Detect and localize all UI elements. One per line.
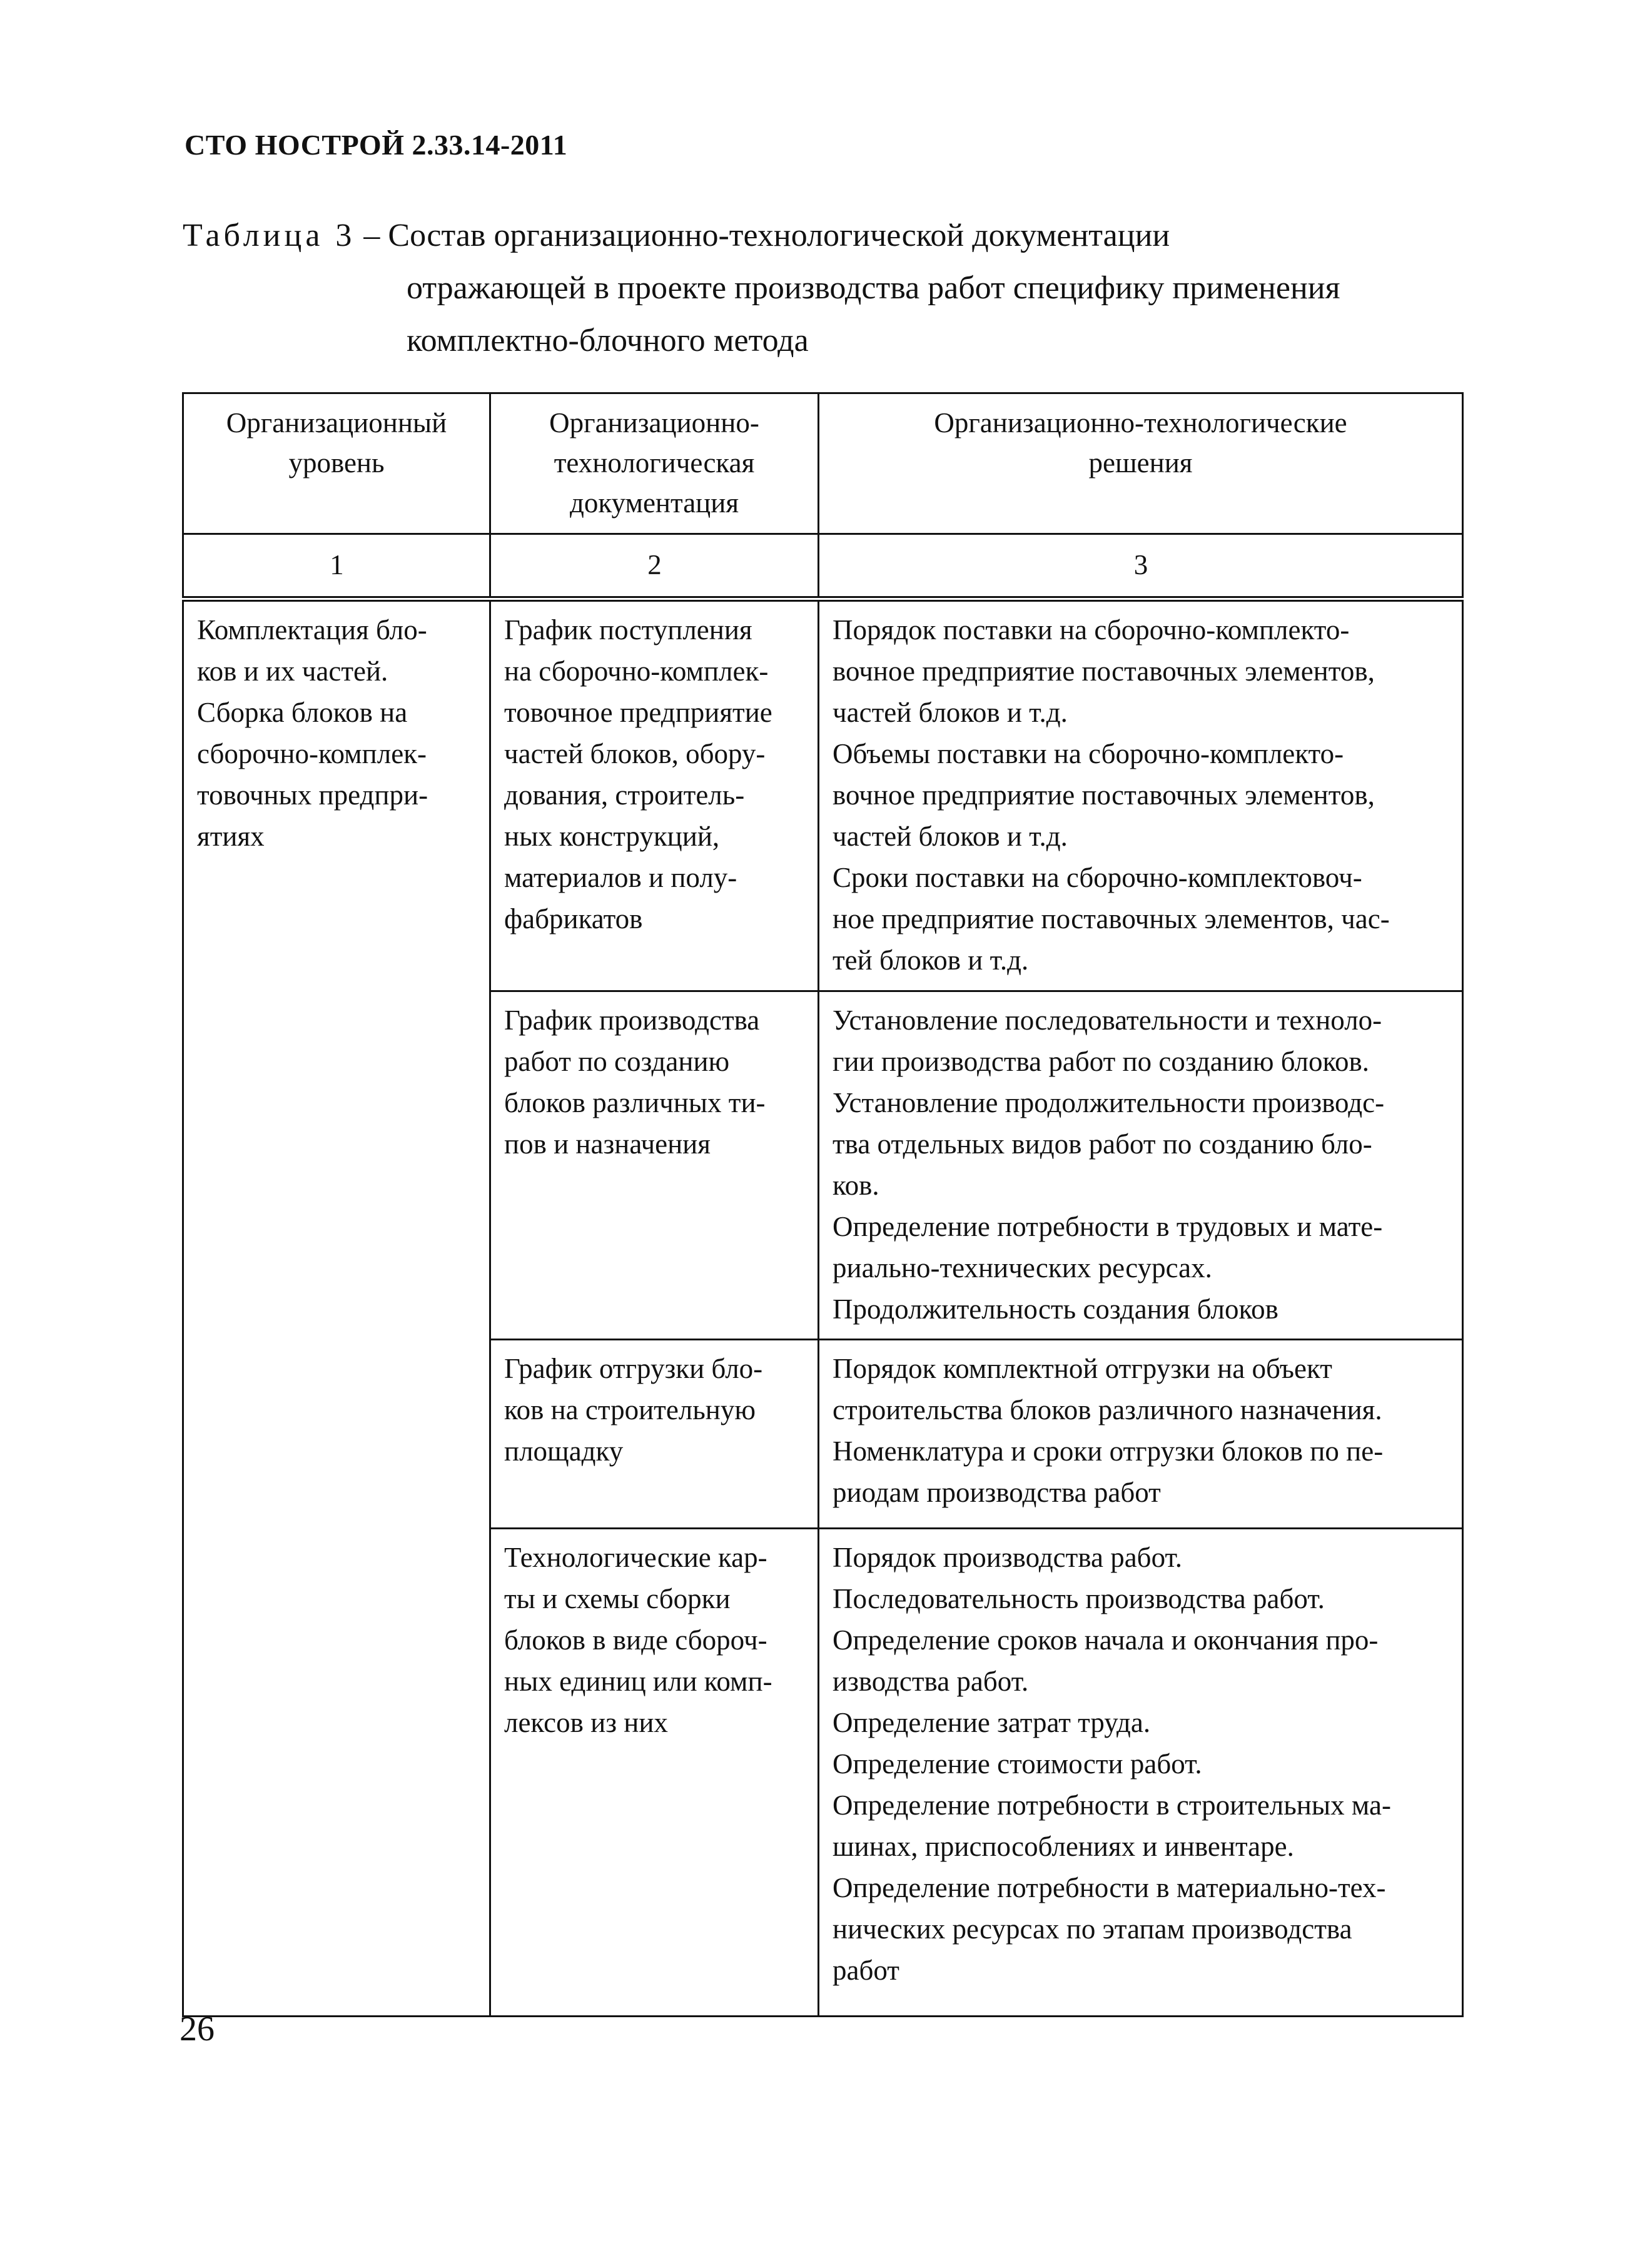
cell-line: частей блоков, обору- (504, 738, 766, 769)
cell-line: товочное предприятие (504, 697, 772, 728)
header-documentation (490, 393, 819, 534)
cell-line: материалов и полу- (504, 862, 737, 893)
cell-line: График производства (504, 1005, 760, 1036)
caption-line-2: отражающей в проекте производства работ специфику применения (407, 270, 1340, 306)
cell-line: риально-технических ресурсах. (833, 1252, 1212, 1283)
cell-line: Порядок производства работ. (833, 1542, 1183, 1573)
cell-line: ное предприятие поставочных элементов, час- (833, 903, 1390, 934)
cell-line: ков. (833, 1170, 879, 1201)
cell-line: сборочно-комплек- (197, 738, 427, 769)
decisions-cell (819, 991, 1463, 1340)
cell-line: ятиях (197, 821, 265, 852)
caption-line-3: комплектно-блочного метода (407, 323, 809, 358)
cell-line: блоков в виде сбороч- (504, 1624, 767, 1656)
cell-line: График поступления (504, 614, 752, 645)
cell-line: тей блоков и т.д. (833, 944, 1029, 976)
cell-line: частей блоков и т.д. (833, 821, 1068, 852)
caption-title-start: – Состав организационно-технологической документации (355, 218, 1170, 253)
cell-line: товочных предпри- (197, 779, 428, 811)
cell-line: Определение потребности в материально-тех- (833, 1872, 1386, 1903)
documentation-table (182, 392, 1464, 2017)
cell-line: ков и их частей. (197, 656, 388, 687)
cell-line: Продолжительность создания блоков (833, 1293, 1278, 1325)
column-number: 3 (819, 534, 1463, 599)
cell-line: на сборочно-комплек- (504, 656, 769, 687)
header-level (183, 393, 490, 534)
cell-line: фабрикатов (504, 903, 643, 934)
header-line: Организационно-технологические (934, 407, 1347, 438)
decisions-cell (819, 599, 1463, 991)
column-number-row (183, 534, 1463, 599)
cell-line: вочное предприятие поставочных элементов, (833, 779, 1375, 811)
table-caption (183, 210, 1484, 367)
cell-line: Определение затрат труда. (833, 1707, 1151, 1738)
caption-line-1 (183, 210, 1484, 262)
document-header: СТО НОСТРОЙ 2.33.14-2011 (185, 129, 568, 161)
header-decisions (819, 393, 1463, 534)
cell-line: ты и схемы сборки (504, 1583, 731, 1614)
cell-line: изводства работ. (833, 1666, 1029, 1697)
documentation-cell (490, 1529, 819, 2017)
header-line: технологическая (554, 447, 755, 478)
cell-line: гии производства работ по созданию блоков. (833, 1046, 1370, 1077)
cell-line: Определение потребности в трудовых и мате- (833, 1211, 1383, 1242)
cell-line: Комплектация бло- (197, 614, 427, 645)
cell-line: Определение сроков начала и окончания про- (833, 1624, 1379, 1656)
cell-line: площадку (504, 1435, 624, 1467)
table-row (183, 599, 1463, 991)
decisions-cell (819, 1529, 1463, 2017)
cell-line: Последовательность производства работ. (833, 1583, 1325, 1614)
cell-line: ных конструкций, (504, 821, 720, 852)
cell-line: Технологические кар- (504, 1542, 767, 1573)
decisions-cell (819, 1340, 1463, 1529)
cell-line: Определение стоимости работ. (833, 1748, 1202, 1779)
cell-line: Порядок поставки на сборочно-комплекто- (833, 614, 1350, 645)
cell-line: ных единиц или комп- (504, 1666, 772, 1697)
cell-line: тва отдельных видов работ по созданию бло- (833, 1128, 1372, 1160)
cell-line: Порядок комплектной отгрузки на объект (833, 1353, 1332, 1384)
cell-line: Сроки поставки на сборочно-комплектовоч- (833, 862, 1362, 893)
cell-line: Определение потребности в строительных ма- (833, 1790, 1391, 1821)
cell-line: работ по созданию (504, 1046, 730, 1077)
header-line: документация (569, 487, 739, 519)
column-number: 1 (183, 534, 490, 599)
cell-line: дования, строитель- (504, 779, 745, 811)
cell-line: ков на строительную (504, 1394, 756, 1425)
cell-line: пов и назначения (504, 1128, 711, 1160)
cell-line: частей блоков и т.д. (833, 697, 1068, 728)
header-line: решения (1088, 447, 1193, 478)
caption-label: Таблица 3 (183, 218, 356, 253)
cell-line: вочное предприятие поставочных элементов, (833, 656, 1375, 687)
cell-line: Объемы поставки на сборочно-комплекто- (833, 738, 1344, 769)
level-cell (183, 599, 490, 2017)
cell-line: Установление последовательности и техноло- (833, 1005, 1382, 1036)
cell-line: работ (833, 1955, 899, 1986)
column-number: 2 (490, 534, 819, 599)
cell-line: Установление продолжительности производс- (833, 1087, 1385, 1118)
page-number: 26 (180, 2010, 215, 2048)
table-header-row (183, 393, 1463, 534)
documentation-cell (490, 599, 819, 991)
cell-line: Номенклатура и сроки отгрузки блоков по пе- (833, 1435, 1384, 1467)
header-line: уровень (288, 447, 385, 478)
cell-line: лексов из них (504, 1707, 668, 1738)
cell-line: Сборка блоков на (197, 697, 408, 728)
documentation-cell (490, 1340, 819, 1529)
cell-line: строительства блоков различного назначения. (833, 1394, 1382, 1425)
cell-line: блоков различных ти- (504, 1087, 766, 1118)
header-line: Организационно- (549, 407, 759, 438)
cell-line: риодам производства работ (833, 1477, 1161, 1508)
documentation-cell (490, 991, 819, 1340)
cell-line: шинах, приспособлениях и инвентаре. (833, 1831, 1294, 1862)
cell-line: нических ресурсах по этапам производства (833, 1913, 1352, 1945)
cell-line: График отгрузки бло- (504, 1353, 763, 1384)
header-line: Организационный (226, 407, 447, 438)
